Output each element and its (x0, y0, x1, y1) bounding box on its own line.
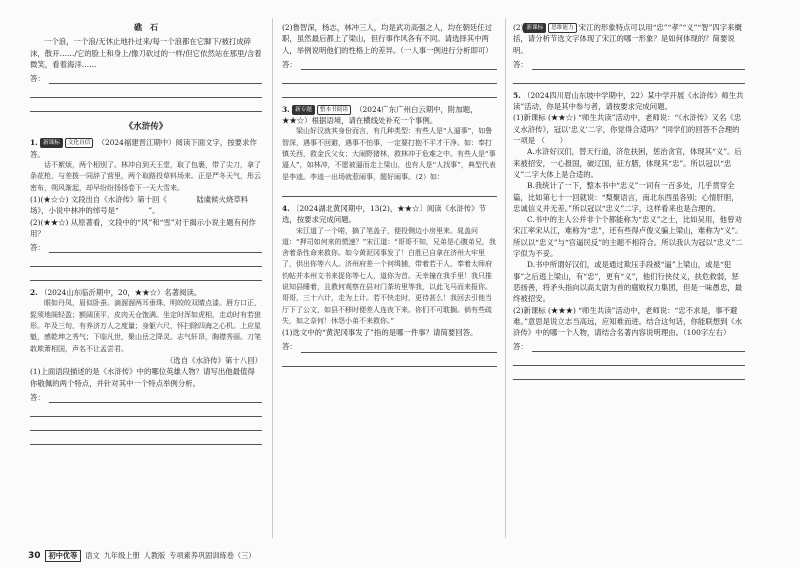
question-4-passage: 宋江道了一个喏，摘了笔盖子，便投侧边小房里来。晁盖问道：“押司如何来的慌速？”宋江道：“哥哥不知，兄弟是心腹弟兄，我舍着条性命来救你。如今黄泥冈事发了！白胜已自拿在济州大牢里了，供出你等六人。济州府差一个何缉捕，带着若干人，奉着太师府钧帖并本州文书来捉你等七人，道你为首。天幸撞在我手里！我只推说知县睡着，且教何观察在县对门茶坊里等我，以此飞马而来报你。哥哥，三十六计，走为上计。若不快走时，更待甚么！我回去引他当厅下了公文，如县不移时便差人连夜下来。你们不可耽搁。倘有些疏失，如之奈何！休怨小弟不来救你。” (282, 226, 496, 325)
question-4-sub1: (1)选文中的“黄泥冈事发了”指的是哪一件事？请简要回答。 (282, 328, 478, 338)
question-2-source: （选自《水浒传》第十八回） (165, 355, 262, 365)
answer-line[interactable] (282, 70, 497, 84)
poem-body: 一个浪，一个浪/无休止地扑过来/每一个浪都在它脚下/被打成碎沫，散开……/它的脸上和身上/像刀砍过的一样/但它依然站在那里/含着微笑，看着海洋…… (30, 37, 262, 69)
question-1-passage: 话不絮烦，两个相别了。林冲自到天王堂，取了包裹，带了尖刀，拿了条花枪，与差拨一同辞了营里，两个取路投草料场来。正是严冬天气，彤云密布，朔风渐起，却早纷纷扬扬卷下一天大雪来。 (30, 161, 261, 192)
answer-line[interactable] (513, 366, 745, 380)
question-3-passage: 梁山好汉就其身份而言，有几种类型：有些人是“人逼事”，如鲁智深，遇事不回避，遇事不怕事，一定要打抱不平才干净。如：奉打镇关西，救金氏父女；大闹野猪林，救林冲于危难之中。有些人是“事逼人”，如林冲，不愿被逼而走上梁山，也有人是“人找事”，典型代表是李逵。李逵一出场就惹闹事，题好闹事。（2）如： (282, 127, 496, 181)
grade-label: 九年级上册 (103, 551, 140, 560)
question-4-answer[interactable]: 答： (282, 339, 497, 353)
option-a[interactable]: A.水浒好汉们，替天行道，济危扶困，惩治贪官，体现其“义”。后来被招安，一心报国，破辽国，征方腊，体现其“忠”。所以冠以“忠义”二字大体上是合适的。 (513, 147, 742, 179)
section-title: 《水浒传》 (124, 122, 168, 133)
poem-title: 礁 石 (134, 22, 158, 32)
answer-line[interactable] (513, 70, 745, 84)
question-1-sub1: (1)(★☆☆) 文段出自《水浒传》第十回《 陆虞候火烧草料场》，小说中林冲的绰号是“ ”。 (30, 194, 249, 216)
question-4-sub2: (2) 新课标 思维能力 宋江的形象特点可以用“忠”“孝”“义”“智”四字来概括，请分析节选文字体现了宋江的哪一形象？是如何体现的？简要说明。 (513, 23, 742, 55)
question-2-sub1: (1)上面语段描述的是《水浒传》中的哪位英雄人物？请写出他最值得你敬佩的两个特点，并针对其中一个特点举例分析。 (30, 367, 255, 388)
answer-line[interactable] (30, 417, 262, 431)
answer-line[interactable] (30, 267, 262, 281)
brand-badge: 初中优等 (45, 550, 82, 562)
answer-line[interactable] (30, 253, 262, 267)
tag-badge: 整本书阅读 (317, 105, 351, 115)
answer-line[interactable] (513, 352, 745, 366)
question-2-sub2: (2)鲁智深，杨志，林冲三人，均是武功高强之人，均在朝廷任过职，虽然最后都上了梁山，但行事作风各有不同。请选择其中两人，举例说明他们的性格上的差异。（一人事一例进行分析即可） (282, 23, 493, 55)
question-2-passage: 眼如丹凤，眉似卧蚕。滴溜溜两耳垂珠，明皎皎双睛点漆。唇方口正，髭须地阁轻盈；额阔顶平，皮肉天仓饱满。坐定时浑如虎相，走动时有若狼形。年及三旬，有养济万人之度量；身躯六尺，怀扫除四海之心机。上应星魁，感乾坤之秀气；下临凡世，聚山岳之降灵。志气轩昂，胸襟秀丽。刀笔敢欺萧相国，声名不让孟尝君。 (30, 299, 261, 353)
answer-line[interactable] (282, 353, 497, 367)
question-2-sub2-answer[interactable]: 答： (282, 56, 497, 70)
question-5-sub2: (2)新课标 (★★★) “师生共读”活动中，老师说：“忠不求是，事不避难。”意思是说立志当高远，应知难而进。结合这句话，你能联想到《水浒传》中的哪一个人物，请结合名著内容说明理由。（100字左右） (513, 305, 743, 338)
question-4-stem: 4. 〔2024湖北黄冈期中，13(2)，★★☆〕阅读《水浒传》节选，按要求完成问题。 (282, 203, 486, 225)
option-d[interactable]: D.书中所谓好汉们，或是通过欺压手段被“逼”上梁山，或是“犯事”之后逃上梁山，有“忠”，更有“义”，他们行侠仗义，扶危救弱，惩恶扬善，将矛头指向以高太尉为首的腐败权力集团，但是一味愚忠，最终被招安。 (513, 260, 743, 304)
question-1-stem: 1. 新课标 文化自信 （2024福建晋江期中）阅读下面文字，按要求作答。 (30, 138, 257, 159)
question-4-sub2-answer[interactable]: 答： (513, 56, 745, 70)
option-c[interactable]: C.书中的主人公并非个个都能称为“忠义”之士，比如吴用，他曾劝宋江率宋从江，难称为“忠”，还有些得卢俊义骗上梁山，难称为“义”。所以以“忠义”与“官逼民反”的主题不相符合。所以我认为冠以“忠义”二字似为不妥。 (513, 215, 743, 259)
poem-answer[interactable]: 答： (30, 70, 262, 84)
column-divider (505, 18, 506, 538)
question-5-answer[interactable]: 答： (513, 338, 745, 352)
answer-line[interactable] (282, 183, 497, 197)
answer-line[interactable] (30, 98, 262, 112)
answer-line[interactable] (30, 84, 262, 98)
question-1-sub2: (2)(★★☆) 从原著看，文段中的“风”和“雪”对于揭示小说主题有何作用？ (30, 217, 256, 238)
left-column (30, 22, 262, 445)
question-5-stem: 5. （2024四川眉山东坡中学期中，22）某中学开展《水浒传》师生共读”活动，你是其中参与者，请按要求完成问题。 (513, 90, 744, 112)
option-b[interactable]: B.我统计了一下，整本书中“忠义”一词有一百多处，几乎贯穿全篇，比如第七十一回就说：“梨聚语言，南北东西虽各别；心情肝胆，忠诚信义并无差。”所以冠以“忠义”二字，这样看来也是合理的。 (513, 181, 739, 213)
question-3-stem: 3. 新专题 整本书阅读 （2024广东广州白云期中，附加题，★★☆）根据语境，请在横线处补充一个事例。 (282, 104, 478, 126)
answer-line[interactable] (282, 84, 497, 98)
series-label: 专项素养巩固训练卷（三） (169, 551, 256, 560)
edition-label: 人教版 (143, 551, 166, 560)
page-number: 30 (28, 551, 41, 561)
right-column (513, 22, 745, 380)
tag-badge: 新课标 (40, 138, 63, 148)
page-footer (28, 550, 255, 562)
answer-line[interactable] (30, 403, 262, 417)
tag-badge: 新专题 (292, 105, 315, 115)
question-1-answer[interactable]: 答： (30, 239, 262, 253)
subject-label: 语文 (85, 551, 100, 560)
answer-line[interactable] (30, 431, 262, 445)
middle-column (282, 22, 497, 367)
column-divider (272, 18, 273, 538)
question-5-sub1: (1)新课标 (★★☆) “师生共读”活动中，老师说：“《水浒传》又名《忠义水浒传》，冠以‘忠义’二字，你觉得合适吗？”同学们的回答不合理的一项是 （ ） (513, 113, 742, 146)
tag-badge: 文化自信 (65, 138, 93, 148)
question-2-stem: 2. （2024山东临沂期中，20，★★☆）名著阅读。 (30, 288, 202, 298)
question-2-answer[interactable]: 答： (30, 389, 262, 403)
